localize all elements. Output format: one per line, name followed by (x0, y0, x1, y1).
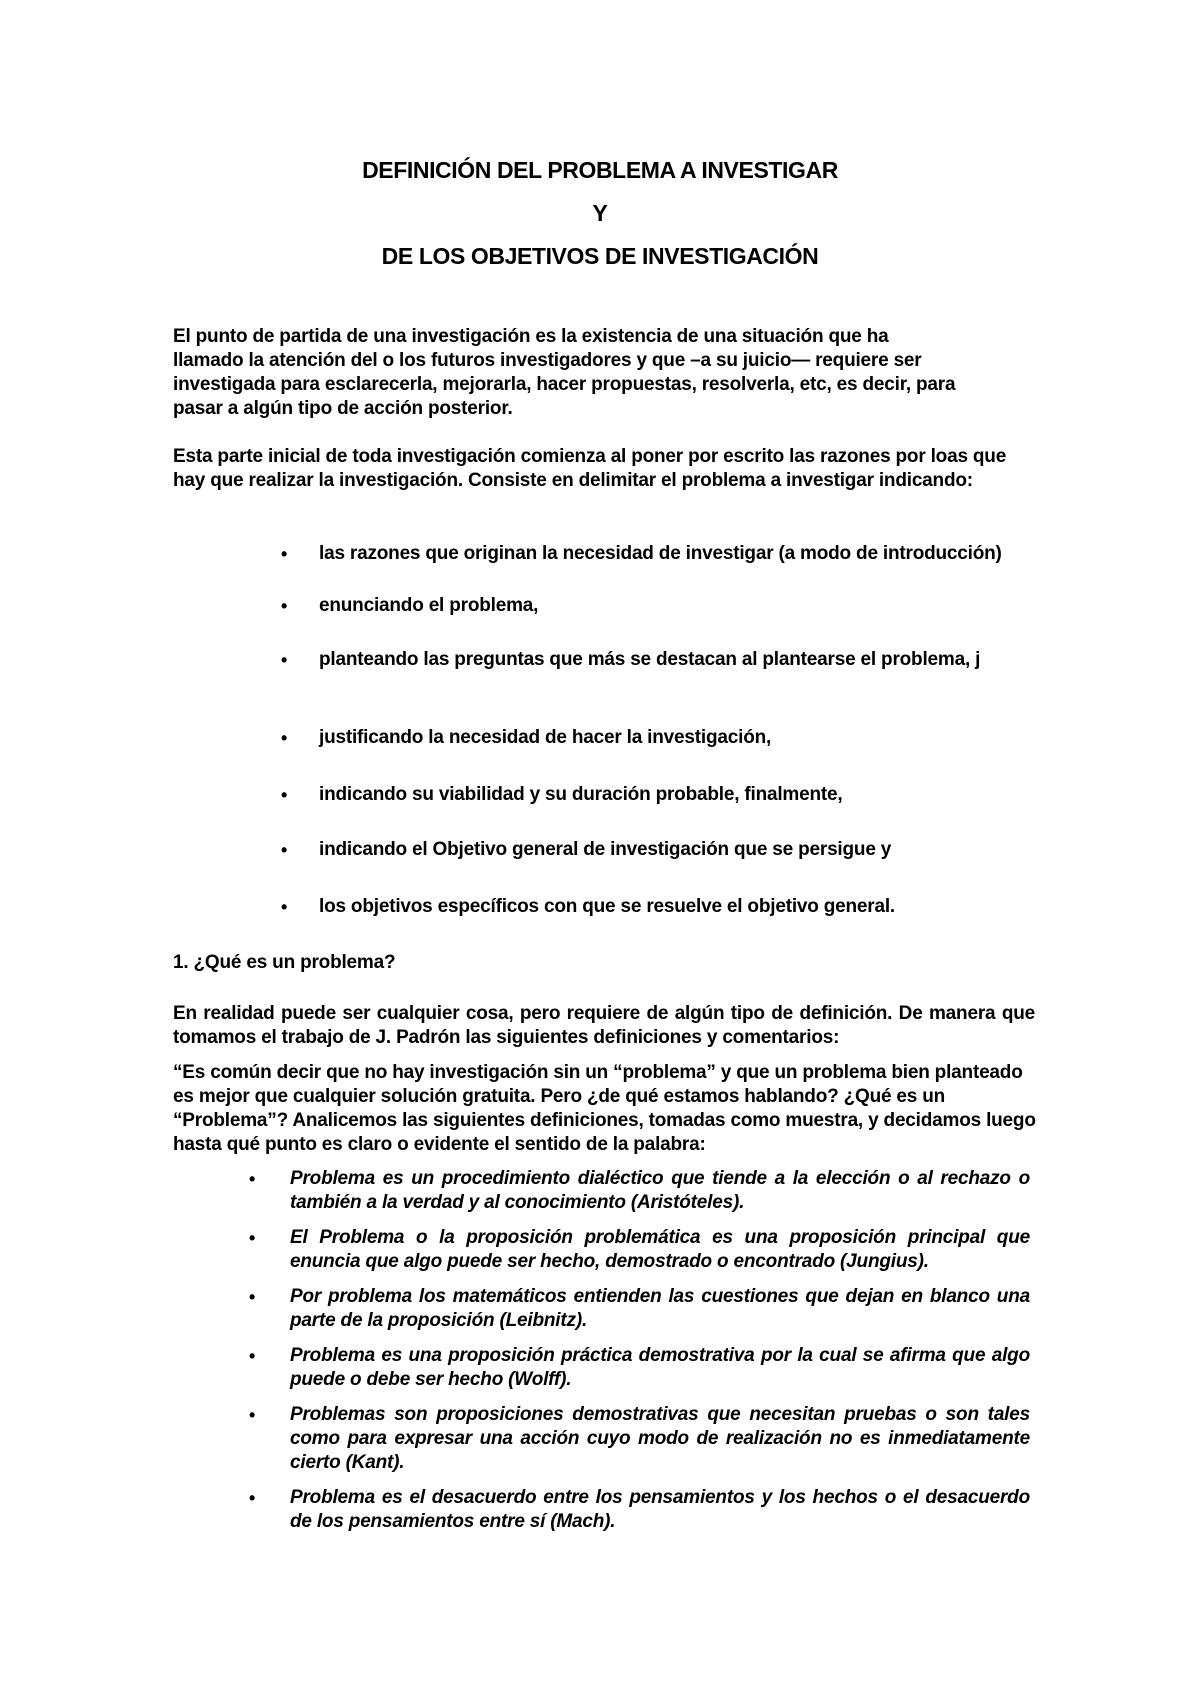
steps-list-item (281, 648, 1049, 672)
step-text: las razones que originan la necesidad de investigar (a modo de introducción) (319, 543, 1002, 564)
bullet-icon: • (281, 650, 288, 670)
bullet-icon: • (249, 1228, 256, 1248)
definition-text: Por problema los matemáticos entienden las cuestiones que dejan en blanco una parte de la proposición (Leibnitz). (290, 1286, 1030, 1331)
quote-paragraph: “Es común decir que no hay investigación sin un “problema” y que un problema bien planteado es mejor que cualquier solución gratuita. Pero ¿de qué estamos hablando? ¿Qué es un “Problema”? Analicemos las siguientes definiciones, tomadas como muestra, y decidamos luego hasta qué punto es claro o evidente el sentido de la palabra: (173, 1062, 1036, 1155)
definition-list-item (249, 1403, 1030, 1475)
steps-list-item (281, 783, 1049, 807)
bullet-icon: • (281, 596, 288, 616)
step-text: los objetivos específicos con que se resuelve el objetivo general. (319, 896, 896, 917)
step-text: indicando el Objetivo general de investigación que se persigue y (319, 839, 892, 860)
bullet-icon: • (281, 897, 288, 917)
bullet-icon: • (281, 840, 288, 860)
bullet-icon: • (249, 1346, 256, 1366)
bullet-icon: • (249, 1405, 256, 1425)
definition-text: Problema es un procedimiento dialéctico que tiende a la elección o al rechazo o también a la verdad y al conocimiento (Aristóteles). (290, 1168, 1030, 1213)
section-heading: 1. ¿Qué es un problema? (173, 952, 396, 973)
definition-text: El Problema o la proposición problemática es una proposición principal que enuncia que algo puede ser hecho, demostrado o encontrado (Jungius). (290, 1227, 1030, 1272)
steps-list-item (281, 542, 1049, 566)
step-text: indicando su viabilidad y su duración probable, finalmente, (319, 784, 843, 805)
steps-list-item (281, 895, 1049, 919)
bullet-icon: • (249, 1287, 256, 1307)
step-text: planteando las preguntas que más se destacan al plantearse el problema, j (319, 649, 981, 670)
step-text: enunciando el problema, (319, 595, 539, 616)
section-paragraph: En realidad puede ser cualquier cosa, pero requiere de algún tipo de definición. De manera que tomamos el trabajo de J. Padrón las siguientes definiciones y comentarios: (173, 1003, 1035, 1048)
second-paragraph: Esta parte inicial de toda investigación comienza al poner por escrito las razones por loas que hay que realizar la investigación. Consiste en delimitar el problema a investigar indicando: (173, 446, 1007, 491)
step-text: justificando la necesidad de hacer la investigación, (319, 727, 772, 748)
bullet-icon: • (281, 785, 288, 805)
document-title-line-3: DE LOS OBJETIVOS DE INVESTIGACIÓN (381, 243, 819, 269)
steps-list-item (281, 594, 1049, 618)
bullet-icon: • (281, 728, 288, 748)
definition-list-item (249, 1167, 1030, 1215)
bullet-icon: • (281, 544, 288, 564)
definition-text: Problema es una proposición práctica demostrativa por la cual se afirma que algo puede o debe ser hecho (Wolff). (290, 1345, 1030, 1390)
steps-list-item (281, 838, 1049, 862)
definition-text: Problema es el desacuerdo entre los pensamientos y los hechos o el desacuerdo de los pensamientos entre sí (Mach). (290, 1487, 1030, 1532)
bullet-icon: • (249, 1488, 256, 1508)
intro-paragraph: El punto de partida de una investigación es la existencia de una situación que ha llamado la atención del o los futuros investigadores y que –a su juicio— requiere ser investigada para esclarecerla, mejorarla, hacer propuestas, resolverla, etc, es decir, para pasar a algún tipo de acción posterior. (173, 326, 956, 419)
definition-text: Problemas son proposiciones demostrativas que necesitan pruebas o son tales como para expresar una acción cuyo modo de realización no es inmediatamente cierto (Kant). (290, 1404, 1030, 1473)
definition-list-item (249, 1344, 1030, 1392)
definition-list-item (249, 1285, 1030, 1333)
steps-list-item (281, 726, 1049, 750)
document-title-line-2: Y (592, 200, 608, 226)
definition-list-item (249, 1486, 1030, 1534)
definition-list-item (249, 1226, 1030, 1274)
bullet-icon: • (249, 1169, 256, 1189)
document-title-line-1: DEFINICIÓN DEL PROBLEMA A INVESTIGAR (362, 157, 838, 183)
